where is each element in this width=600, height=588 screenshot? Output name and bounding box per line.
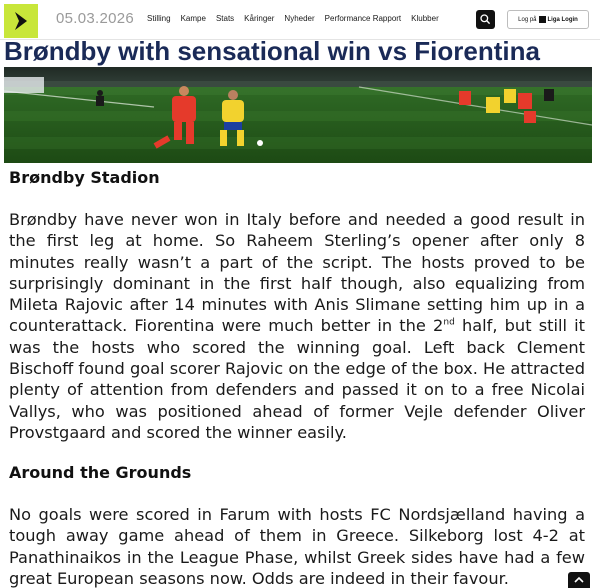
paragraph-1-part-a: Brøndby have never won in Italy before and needed a good result in the first leg at home. So Raheem Sterling’s opener after only 8 minutes really wasn’t a part of the script. The hosts proved to be surprisingly dominant in the first half though, also equalizing from Mileta Rajovic after 14 minutes with Anis Slimane setting him up in a counterattack. Fiorentina were much better in the 2 [9, 210, 585, 336]
top-navigation-bar [0, 0, 600, 40]
nav-item-stats[interactable]: Stats [215, 14, 235, 23]
nav-item-klubber[interactable]: Klubber [411, 14, 439, 23]
article-paragraph-2: No goals were scored in Farum with hosts FC Nordsjælland having a tough away game ahead of them in Greece. Silkeborg lost 4-2 at Panathinaikos in the League Phase, whilst Greek sides have had a few great European seasons now. Odds are indeed in their favour. [9, 505, 585, 588]
ordinal-suffix: nd [443, 318, 455, 329]
liga-mark-icon [539, 16, 546, 23]
article-title: Brøndby with sensational win vs Fiorentina [4, 36, 540, 66]
nav-item-performance-rapport[interactable]: Performance Rapport [324, 14, 402, 23]
scroll-to-top-button[interactable] [568, 572, 590, 588]
article-paragraph-1 [9, 209, 585, 443]
nav-item-nyheder[interactable]: Nyheder [284, 14, 315, 23]
current-date: 05.03.2026 [56, 10, 135, 27]
section-heading-around-grounds: Around the Grounds [9, 463, 192, 482]
nav-item-kampe[interactable]: Kampe [180, 14, 206, 23]
liga-login-button[interactable] [507, 10, 589, 29]
login-prefix: Log på [518, 16, 537, 23]
paragraph-1-part-b: half, but still it was the hosts who scored the winning goal. Left back Clement Bischoff found goal scorer Rajovic on the edge of the box. He attracted plenty of attention from defenders and passed it on to a free Nicolai Vallys, who was positioned ahead of former Vejle defender Oliver Provstgaard and scored the winner easily. [9, 316, 586, 442]
chevron-up-icon [568, 572, 590, 588]
search-button[interactable] [476, 10, 495, 29]
nav-item-karinger[interactable]: Kåringer [244, 14, 275, 23]
ligaen-logo-icon[interactable] [4, 4, 38, 38]
main-nav [147, 14, 439, 23]
section-heading-stadium: Brøndby Stadion [9, 168, 160, 187]
login-brand: Liga Login [547, 16, 578, 23]
match-hero-image [4, 67, 592, 163]
nav-item-stilling[interactable]: Stilling [147, 14, 171, 23]
search-icon [476, 10, 495, 29]
